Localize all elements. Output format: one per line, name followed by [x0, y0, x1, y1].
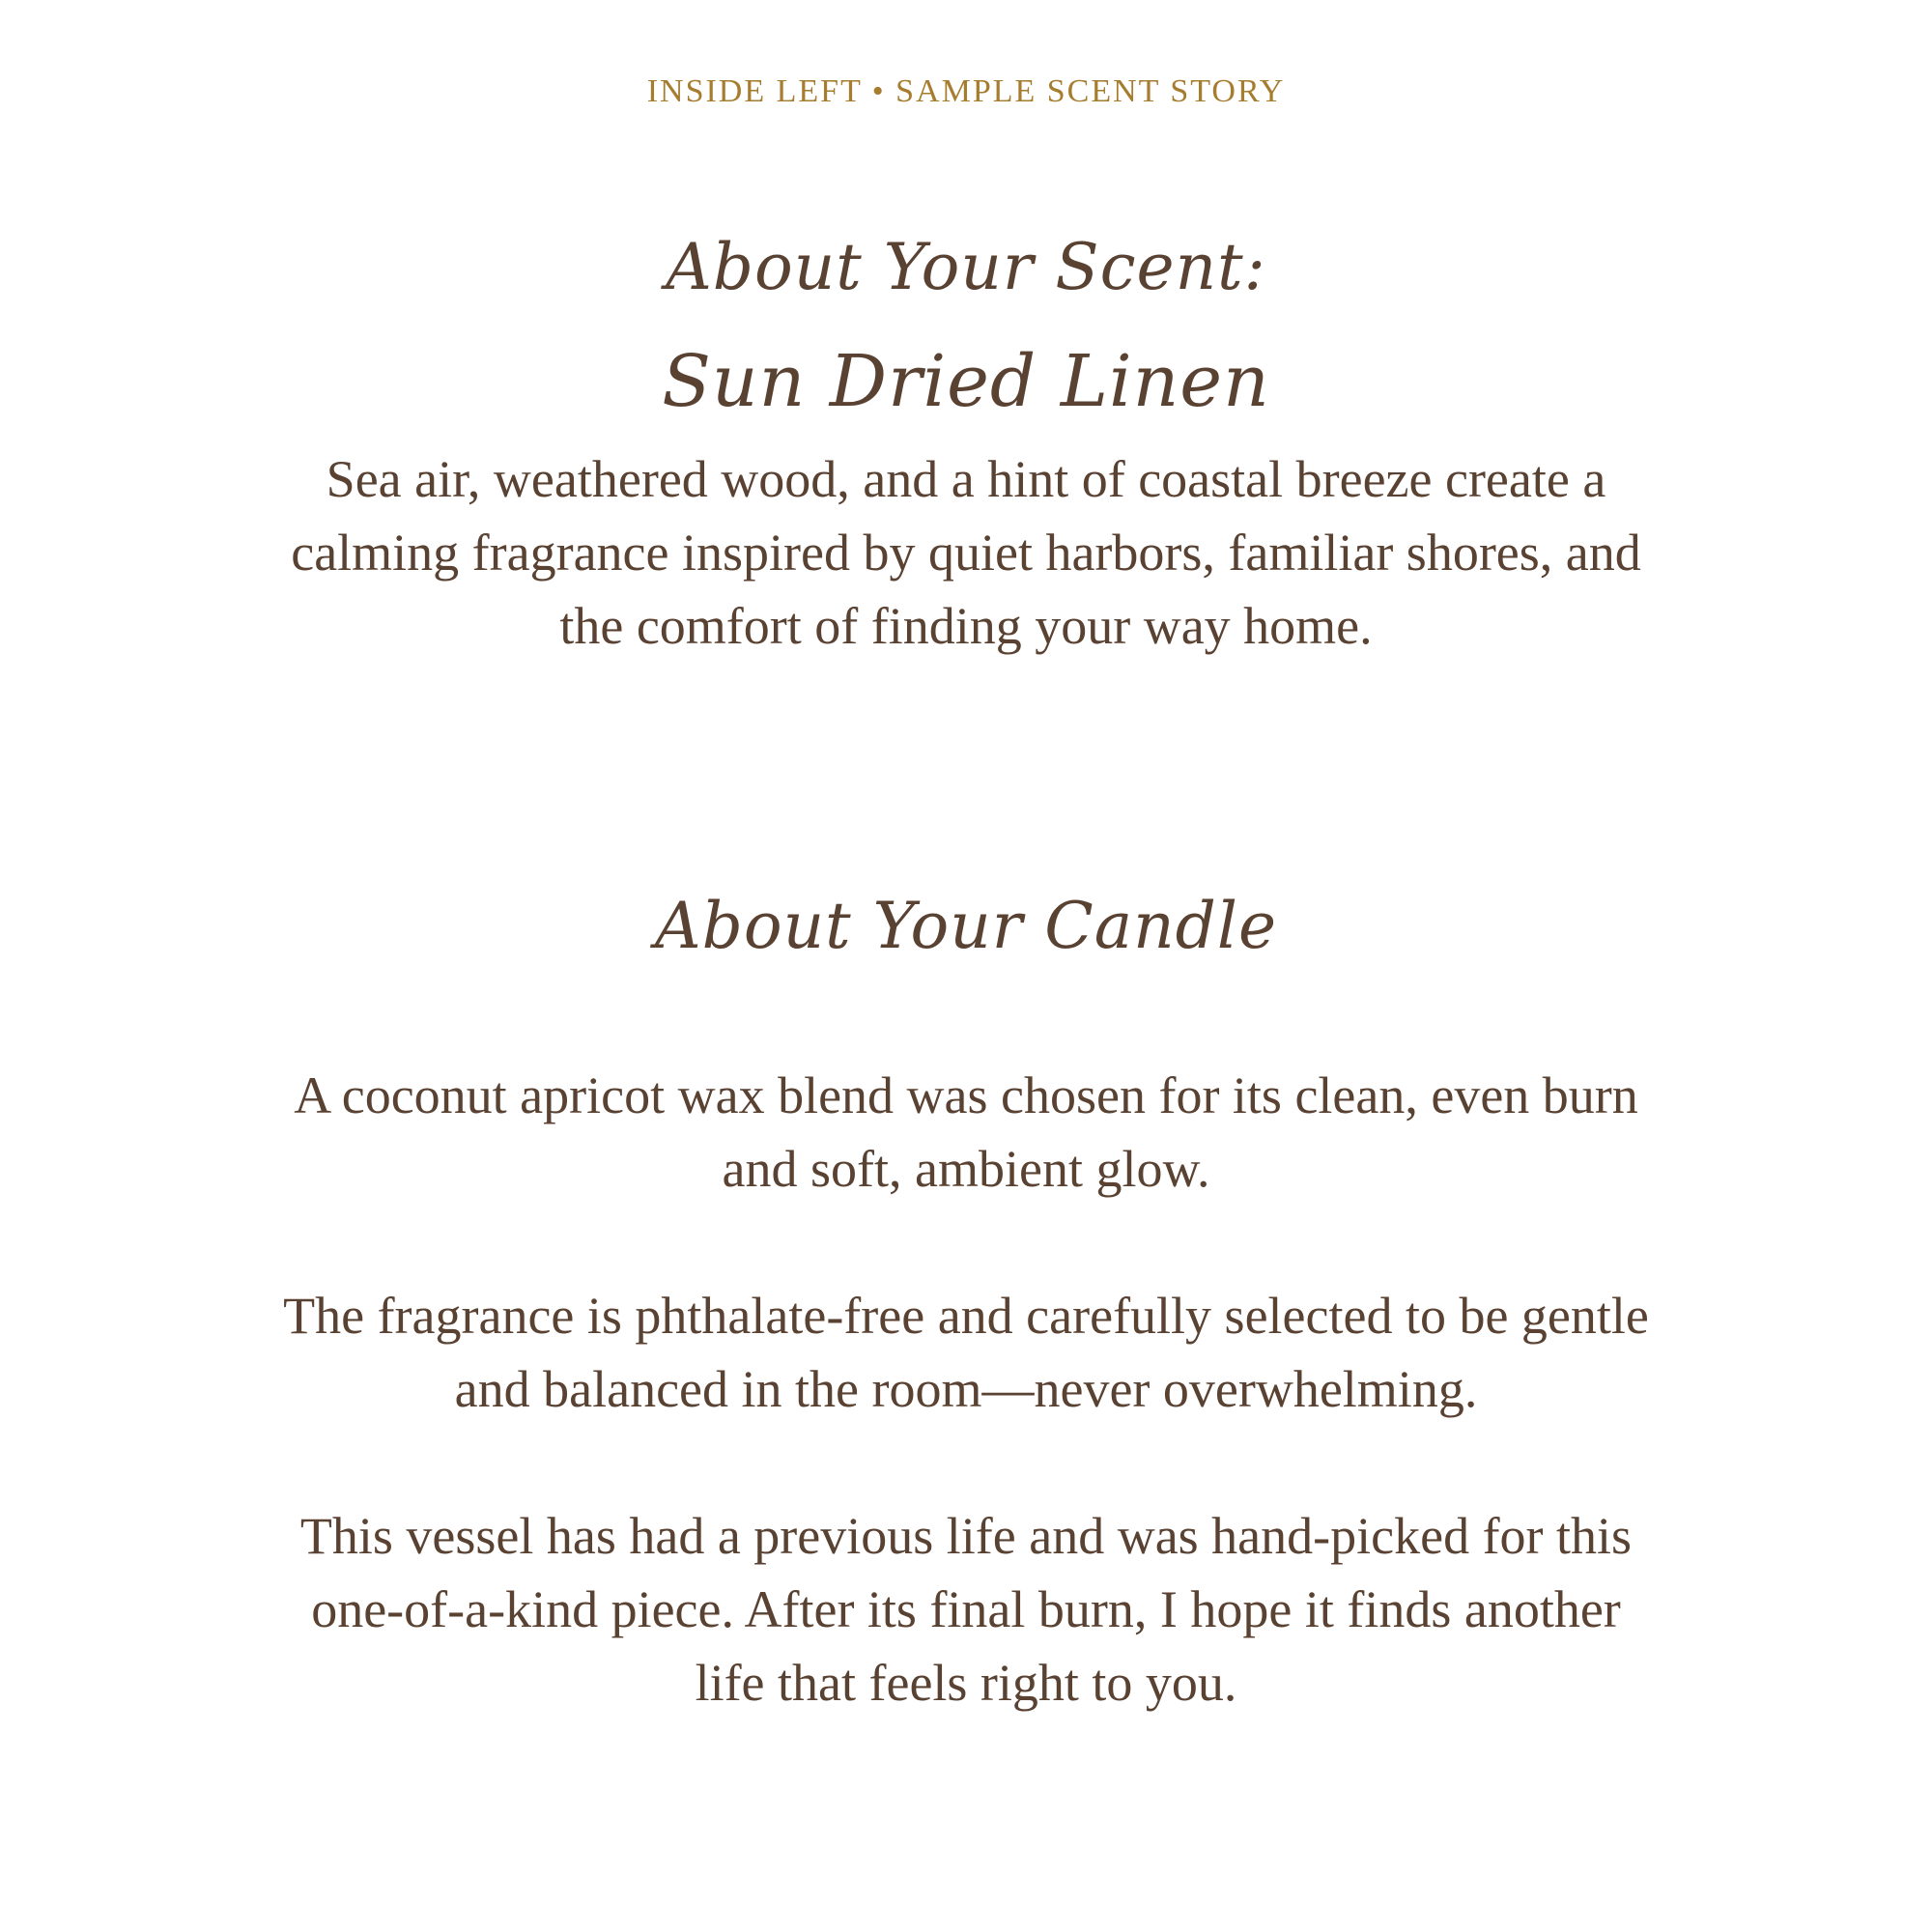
scent-name-title: Sun Dried Linen	[662, 340, 1270, 423]
scent-description: Sea air, weathered wood, and a hint of coastal breeze create a calming fragrance inspired by quiet harbors, familiar shores, and the comfort of finding your way home.	[291, 450, 1641, 655]
candle-section-heading: About Your Candle	[654, 889, 1278, 963]
candle-paragraph-fragrance: The fragrance is phthalate-free and carefully selected to be gentle and balanced in the room—never overwhelming.	[283, 1287, 1649, 1418]
candle-paragraph-vessel: This vessel has had a previous life and was hand-picked for this one-of-a-kind piece. After its final burn, I hope it finds another life that feels right to you.	[299, 1507, 1633, 1712]
page-eyebrow-label: INSIDE LEFT • SAMPLE SCENT STORY	[646, 73, 1286, 109]
candle-paragraph-wax: A coconut apricot wax blend was chosen for its clean, even burn and soft, ambient glow.	[294, 1066, 1638, 1198]
scent-section-heading: About Your Scent:	[666, 230, 1266, 304]
